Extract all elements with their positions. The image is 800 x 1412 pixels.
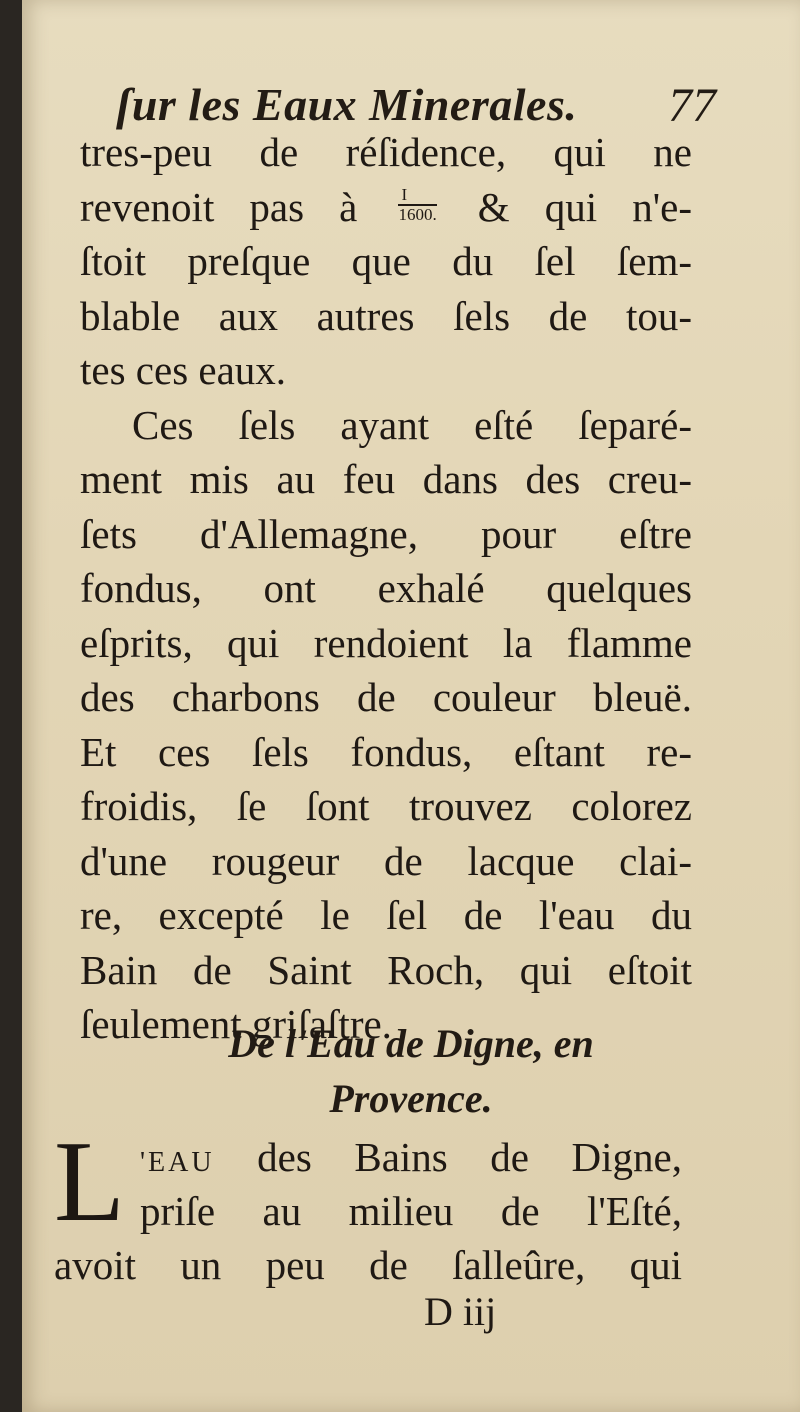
text-line: tres-peu de réſidence, qui ne [80,129,692,175]
text-line [54,1130,682,1184]
signature-mark: D iij [424,1289,497,1334]
text-line: ſeulement griſaſtre. [80,1001,392,1047]
text-line: eſprits, qui rendoient la flamme [80,619,692,666]
text-line-with-fraction [80,180,692,235]
section-title-line2: Provence. [329,1076,493,1121]
text-line: avoit un peu de ſalleûre, qui [54,1242,682,1288]
fraction [398,186,436,224]
small-caps-word: 'EAU [140,1147,215,1178]
text-segment: & qui n'e- [477,183,692,230]
section-title-line1: De l'Eau de Digne, en [228,1021,594,1066]
text-line: froidis, ſe ſont trouvez colorez [80,783,692,829]
text-line: priſe au milieu de l'Eſté, [140,1188,682,1234]
text-line: ſtoit preſque que du ſel ſem- [80,238,692,284]
drop-cap: L [54,1118,125,1246]
text-line: Et ces ſels fondus, eſtant re- [80,728,692,775]
text-line: Bain de Saint Roch, qui eſtoit [80,946,692,993]
fraction-denominator: 1600. [398,205,437,225]
text-line: blable aux autres ſels de tou- [80,292,692,339]
body-text [80,125,692,1052]
text-line: ment mis au feu dans des creu- [80,456,692,502]
text-segment: revenoit pas à [80,183,358,230]
book-page [22,0,800,1412]
page-number: 77 [668,79,716,132]
text-line: tes ces eaux. [80,347,287,393]
paragraph-digne [54,1118,682,1292]
text-line: Ces ſels ayant eſté ſeparé- [132,401,692,448]
text-line: fondus, ont exhalé quelques [80,565,692,611]
text-line: ſets d'Allemagne, pour eſtre [80,510,692,557]
running-title: ſur les Eaux Minerales. [116,79,578,130]
text-line: d'une rougeur de lacque clai- [80,837,692,884]
text-line: re, excepté le ſel de l'eau du [80,892,692,938]
text-line: des charbons de couleur bleuë. [80,674,692,720]
text-segment: des Bains de Digne, [214,1134,682,1180]
fraction-numerator: I [398,186,436,206]
